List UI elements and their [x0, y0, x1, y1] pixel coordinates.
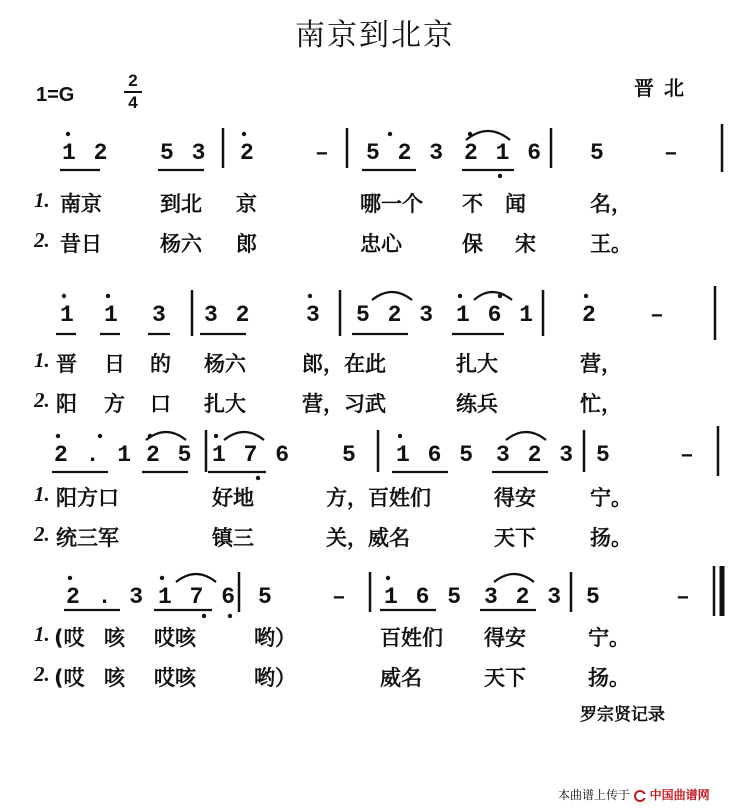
lyric-text: 郎 — [236, 232, 257, 256]
note-group: 5 — [596, 442, 612, 468]
note-group: 5 — [590, 140, 606, 166]
lyric-text: 的 — [150, 352, 171, 376]
lyric-text: 口 — [150, 392, 171, 416]
octave-dot — [398, 434, 402, 438]
octave-dot — [56, 434, 60, 438]
song-region: 晋北 — [634, 76, 694, 100]
recorder-credit: 罗宗贤记录 — [580, 705, 665, 725]
slur — [372, 292, 412, 300]
lyric-text: 杨六 — [204, 352, 246, 376]
lyric-text: 得安 — [484, 626, 526, 650]
note-group: 2 5 — [146, 442, 194, 468]
slur — [224, 432, 264, 440]
octave-dot — [468, 132, 472, 136]
lyric-text: (哎 — [54, 666, 85, 690]
lyric-text: 扎大 — [204, 392, 246, 416]
lyric-text: 到北 — [160, 192, 202, 216]
note-group: 1 7 6 — [158, 584, 238, 610]
octave-dot — [62, 294, 66, 298]
octave-dot — [214, 434, 218, 438]
time-signature-bottom: 4 — [128, 93, 138, 112]
key-signature: 1=G — [36, 84, 75, 106]
note-group: 3 — [152, 302, 168, 328]
low-octave-dot — [256, 476, 260, 480]
lyric-text: 哟） — [254, 626, 296, 650]
verse-number: 2. — [34, 228, 50, 252]
note-group: 5 2 3 — [356, 302, 436, 328]
note-group: 2 . 3 — [66, 584, 146, 610]
note-group: – — [664, 140, 680, 166]
note-group: – — [315, 140, 331, 166]
note-group: 5 — [342, 442, 358, 468]
octave-dot — [242, 132, 246, 136]
note-group: 5 — [258, 584, 274, 610]
note-group: 1 — [60, 302, 76, 328]
lyric-text: 杨六 — [160, 232, 202, 256]
lyric-text: 咳 — [104, 626, 125, 650]
octave-dot — [98, 434, 102, 438]
lyric-text: 扬。 — [590, 526, 632, 550]
note-group: 3 2 3 — [484, 584, 564, 610]
lyric-text: 不 — [462, 192, 483, 216]
slur — [506, 432, 546, 440]
slur — [466, 131, 510, 140]
verse-number: 2. — [34, 522, 50, 546]
lyric-text: 日 — [104, 352, 125, 376]
octave-dot — [160, 576, 164, 580]
note-group: 3 — [306, 302, 322, 328]
lyric-text: 营， — [580, 352, 622, 376]
verse-number: 1. — [34, 482, 50, 506]
lyric-text: 哪一个 — [360, 192, 423, 216]
lyric-text: 百姓们 — [380, 626, 443, 650]
lyric-text: 天下 — [494, 526, 536, 550]
note-group: 1 7 6 — [212, 442, 292, 468]
lyric-text: 闻 — [505, 192, 526, 216]
note-group: 2 1 6 — [464, 140, 544, 166]
lyric-text: 威名 — [380, 666, 422, 690]
note-group: – — [676, 584, 692, 610]
verse-number: 1. — [34, 622, 50, 646]
lyric-text: 昔日 — [60, 232, 102, 256]
note-group: 2 . 1 — [54, 442, 134, 468]
lyric-text: 统三军 — [56, 526, 119, 550]
octave-dot — [388, 132, 392, 136]
lyric-text: 宁。 — [590, 486, 632, 510]
lyric-text: 营，习武 — [302, 392, 386, 416]
note-group: – — [680, 442, 696, 468]
octave-dot — [308, 294, 312, 298]
lyric-text: 王。 — [590, 232, 632, 256]
lyric-text: 京 — [236, 192, 257, 216]
lyric-text: 哟） — [254, 666, 296, 690]
octave-dot — [584, 294, 588, 298]
lyric-text: 方，百姓们 — [326, 486, 431, 510]
note-group: 5 — [586, 584, 602, 610]
lyric-text: 方 — [104, 392, 125, 416]
lyric-text: 保 — [462, 232, 483, 256]
note-group: 5 3 — [160, 140, 208, 166]
verse-number: 1. — [34, 348, 50, 372]
note-group: 3 2 — [204, 302, 252, 328]
verse-number: 2. — [34, 388, 50, 412]
lyric-text: 阳 — [56, 392, 77, 416]
note-group: 1 6 5 — [396, 442, 476, 468]
song-title: 南京到北京 — [295, 18, 455, 53]
verse-number: 2. — [34, 662, 50, 686]
octave-dot — [498, 294, 502, 298]
footer-brand[interactable]: 中国曲谱网 — [649, 788, 710, 802]
footer-credit — [558, 786, 710, 803]
low-octave-dot — [498, 174, 502, 178]
lyric-text: 咳 — [104, 666, 125, 690]
lyric-text: 练兵 — [456, 392, 498, 416]
lyric-text: 南京 — [60, 192, 102, 216]
note-group: 1 6 1 — [456, 302, 536, 328]
note-group: 5 2 3 — [366, 140, 446, 166]
octave-dot — [458, 294, 462, 298]
lyric-text: 郎，在此 — [302, 352, 386, 376]
lyric-text: 镇三 — [212, 526, 254, 550]
octave-dot — [106, 294, 110, 298]
verse-number: 1. — [34, 188, 50, 212]
lyric-text: 宁。 — [588, 626, 630, 650]
octave-dot — [68, 576, 72, 580]
lyric-text: 扎大 — [456, 352, 498, 376]
octave-dot — [386, 576, 390, 580]
low-octave-dot — [202, 614, 206, 618]
slur — [494, 574, 534, 582]
lyric-text: (哎 — [54, 626, 85, 650]
lyric-text: 忠心 — [360, 232, 402, 256]
site-logo-icon — [634, 790, 646, 802]
lyric-text: 哎咳 — [154, 666, 196, 690]
lyric-text: 好地 — [212, 486, 254, 510]
lyric-text: 名， — [590, 192, 632, 216]
low-octave-dot — [228, 614, 232, 618]
note-group: 1 — [104, 302, 120, 328]
note-group: – — [650, 302, 666, 328]
octave-dot — [66, 132, 70, 136]
lyric-text: 忙， — [580, 392, 622, 416]
note-group: 2 — [582, 302, 598, 328]
note-group: 1 2 — [62, 140, 110, 166]
lyric-text: 得安 — [494, 486, 536, 510]
slur — [176, 574, 216, 582]
lyric-text: 宋 — [515, 232, 536, 256]
lyric-text: 晋 — [56, 352, 77, 376]
lyric-text: 阳方口 — [56, 486, 119, 510]
note-group: – — [332, 584, 348, 610]
octave-dot — [148, 434, 152, 438]
lyric-text: 关，威名 — [326, 526, 410, 550]
note-group: 3 2 3 — [496, 442, 576, 468]
time-signature-top: 2 — [128, 71, 138, 90]
slur — [474, 292, 512, 300]
lyric-text: 天下 — [484, 666, 526, 690]
footer-prefix: 本曲谱上传于 — [558, 788, 631, 802]
lyric-text: 哎咳 — [154, 626, 196, 650]
note-group: 2 — [240, 140, 256, 166]
note-group: 1 6 5 — [384, 584, 464, 610]
lyric-text: 扬。 — [588, 666, 630, 690]
